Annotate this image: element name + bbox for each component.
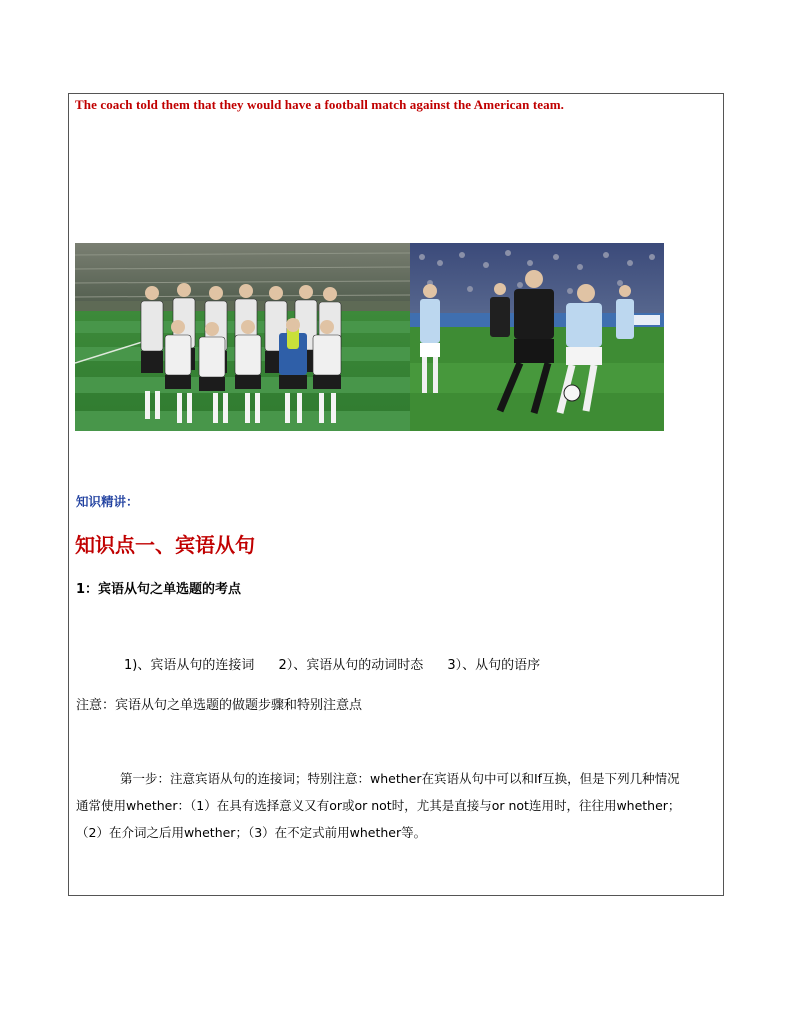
note: 注意：宾语从句之单选题的做题步骤和特别注意点 — [76, 698, 363, 713]
subtitle: 1：宾语从句之单选题的考点 — [76, 582, 242, 597]
section-label: 知识精讲： — [76, 494, 139, 509]
exam-point: 3）、从句的语序 — [447, 658, 541, 673]
knowledge-point-title: 知识点一、宾语从句 — [75, 533, 255, 557]
match-action-photo — [410, 243, 664, 431]
team-photo-image — [75, 243, 410, 431]
exam-points — [124, 654, 558, 673]
intro-sentence: The coach told them that they would have a football match against the American team. — [75, 97, 565, 112]
team-photo — [75, 243, 410, 431]
exam-point: 2）、宾语从句的动词时态 — [278, 658, 424, 673]
exam-point: 1)、宾语从句的连接词 — [124, 658, 255, 673]
match-action-image — [410, 243, 664, 431]
step-one-paragraph: 第一步：注意宾语从句的连接词；特别注意：whether在宾语从句中可以和If互换，但是下列几种情况通常使用whether：（1）在具有选择意义又有or或or not时，尤其是直接与or not连用时，往往用whether；（2）在介词之后用whether；（3）在不定式前用whether等。 — [76, 771, 681, 840]
